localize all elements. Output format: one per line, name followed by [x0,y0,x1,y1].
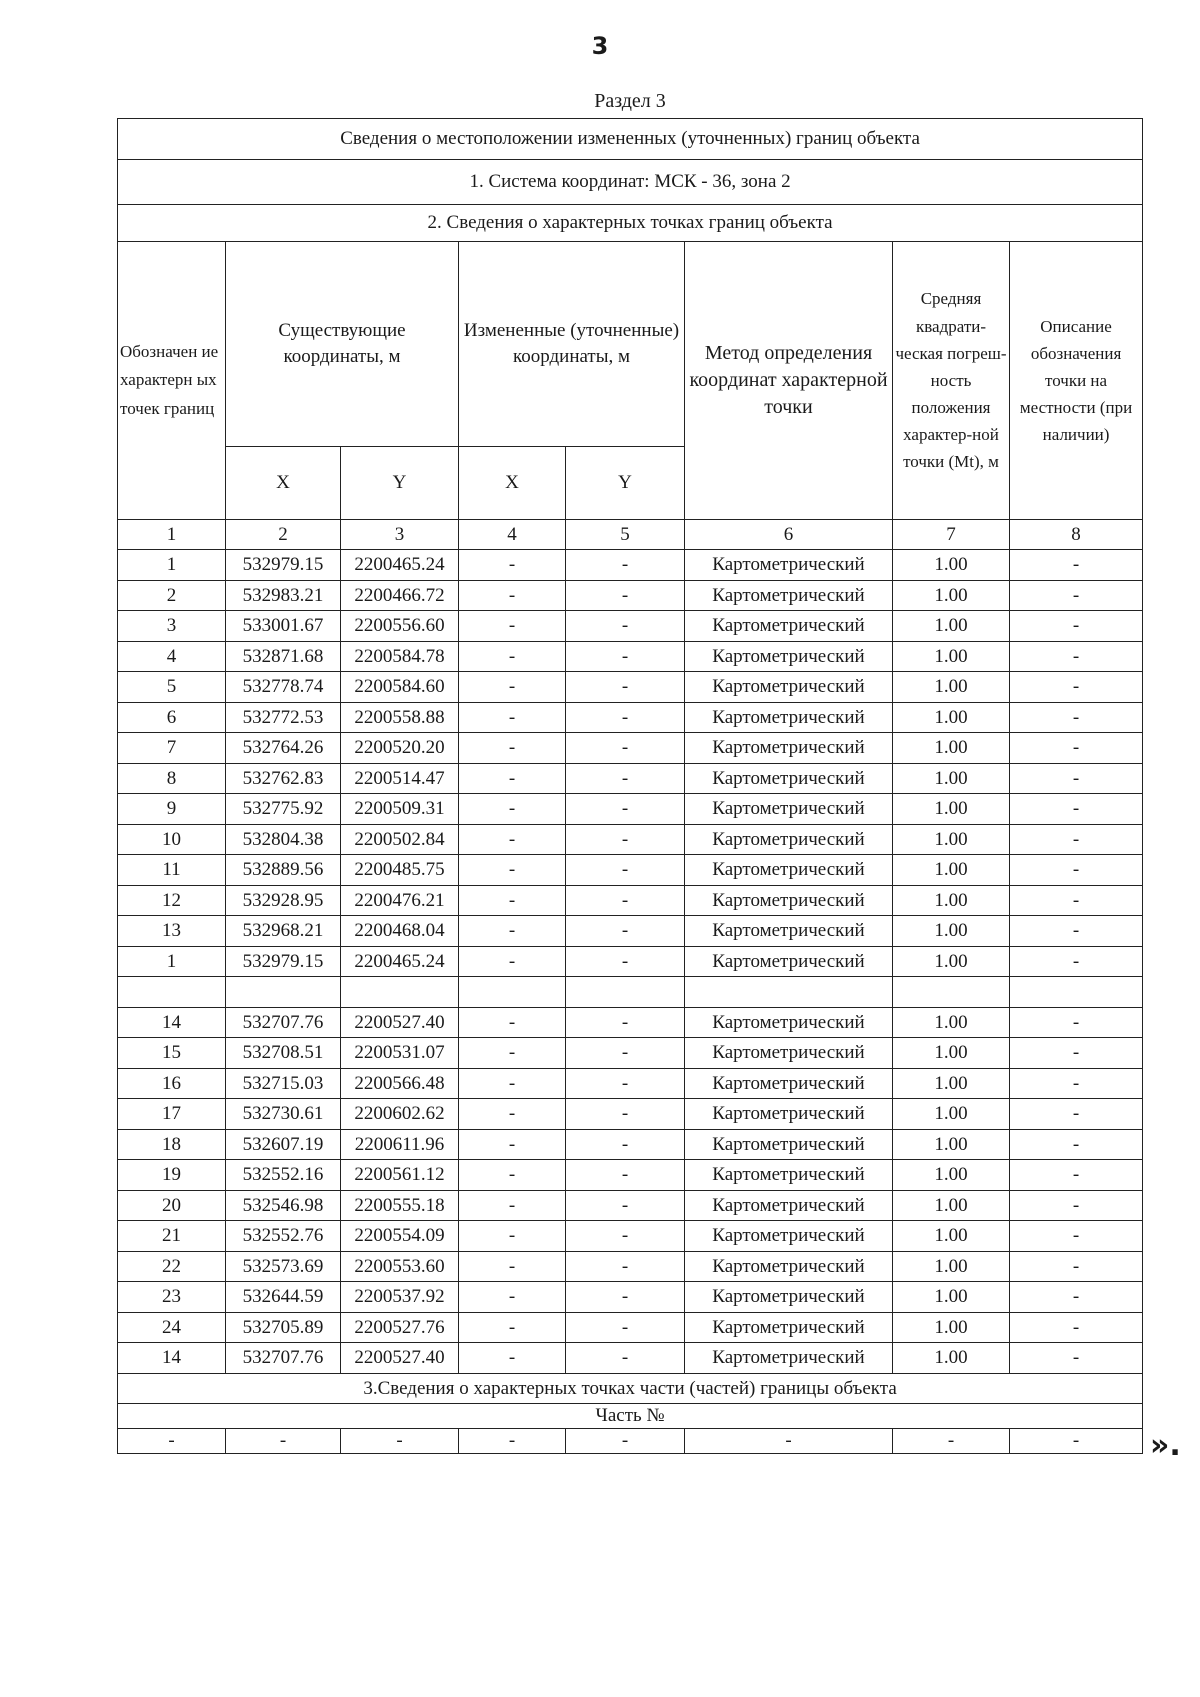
points-heading: 2. Сведения о характерных точках границ объекта [118,205,1143,242]
table-cell: - [1010,1160,1143,1191]
empty-cell [685,977,893,1008]
table-cell: 1.00 [893,885,1010,916]
table-cell: - [1010,733,1143,764]
table-row [118,580,1143,611]
table-cell: 17 [118,1099,226,1130]
table-cell: - [459,1160,566,1191]
table-cell: - [459,1429,566,1454]
table-cell: 1.00 [893,1312,1010,1343]
header-existing-x: X [226,447,341,520]
table-cell: - [459,702,566,733]
table-row [118,946,1143,977]
table-cell: - [459,733,566,764]
table-cell: 1.00 [893,672,1010,703]
table-row [118,885,1143,916]
table-cell: - [459,1343,566,1374]
table-row [118,1068,1143,1099]
table-row [118,794,1143,825]
table-cell: Картометрический [685,916,893,947]
table-cell: - [566,794,685,825]
table-cell: Картометрический [685,1068,893,1099]
table-cell: 2200561.12 [341,1160,459,1191]
table-cell: - [1010,1129,1143,1160]
table-cell: 9 [118,794,226,825]
table-cell: 16 [118,1068,226,1099]
table-cell: - [566,1221,685,1252]
table-cell: 1.00 [893,855,1010,886]
table-cell: 2200476.21 [341,885,459,916]
table-cell: - [1010,1251,1143,1282]
table-cell: - [459,824,566,855]
table-cell: - [566,580,685,611]
table-cell: 5 [118,672,226,703]
header-changed-x: X [459,447,566,520]
table-cell: - [1010,916,1143,947]
table-cell: - [1010,1282,1143,1313]
table-cell: - [566,550,685,581]
table-cell: - [566,1343,685,1374]
table-cell: 532979.15 [226,550,341,581]
table-cell: 532730.61 [226,1099,341,1130]
table-cell: 2200584.78 [341,641,459,672]
table-cell: Картометрический [685,1190,893,1221]
table-cell: - [1010,702,1143,733]
table-cell: 532705.89 [226,1312,341,1343]
table-cell: - [1010,946,1143,977]
header-designation: Обозначен ие характерн ых точек границ [118,242,226,520]
table-cell: 2200514.47 [341,763,459,794]
column-number: 4 [459,520,566,550]
table-cell: 1.00 [893,1038,1010,1069]
table-cell: - [566,611,685,642]
table-row [118,1251,1143,1282]
table-cell: - [566,916,685,947]
coordinate-system: 1. Система координат: МСК - 36, зона 2 [118,160,1143,205]
table-row [118,1129,1143,1160]
table-cell: 1.00 [893,824,1010,855]
table-cell: - [226,1429,341,1454]
empty-cell [341,977,459,1008]
table-cell: 532762.83 [226,763,341,794]
table-row [118,672,1143,703]
part-heading: 3.Сведения о характерных точках части (частей) границы объекта [118,1373,1143,1404]
table-cell: 20 [118,1190,226,1221]
table-cell: Картометрический [685,946,893,977]
table-cell: 532871.68 [226,641,341,672]
table-cell: 24 [118,1312,226,1343]
table-cell: - [459,611,566,642]
table-cell: - [893,1429,1010,1454]
table-cell: 1.00 [893,1251,1010,1282]
table-cell: 2200527.40 [341,1007,459,1038]
table-cell: - [1010,1343,1143,1374]
table-cell: 13 [118,916,226,947]
table-cell: - [1010,824,1143,855]
table-cell: Картометрический [685,763,893,794]
table-cell: Картометрический [685,733,893,764]
table-cell: 2200527.76 [341,1312,459,1343]
table-cell: Картометрический [685,1038,893,1069]
table-cell: 15 [118,1038,226,1069]
table-cell: - [459,1068,566,1099]
table-cell: 2200465.24 [341,550,459,581]
coordinates-table [117,118,1143,1454]
section-label: Раздел 3 [594,90,666,112]
header-existing-y: Y [341,447,459,520]
table-cell: 1.00 [893,763,1010,794]
table-cell: 1.00 [893,1282,1010,1313]
table-cell: - [459,946,566,977]
table-cell: - [459,641,566,672]
table-cell: - [566,885,685,916]
table-cell: - [459,763,566,794]
table-cell: 2200554.09 [341,1221,459,1252]
table-cell: - [566,763,685,794]
table-cell: 1.00 [893,641,1010,672]
table-cell: 532968.21 [226,916,341,947]
table-cell: Картометрический [685,885,893,916]
table-cell: - [566,702,685,733]
table-cell: - [459,550,566,581]
table-cell: - [1010,1190,1143,1221]
table-row [118,1160,1143,1191]
table-cell: 1.00 [893,1160,1010,1191]
table-cell: 2200465.24 [341,946,459,977]
header-method: Метод определения координат характерной точки [685,242,893,520]
table-row [118,1099,1143,1130]
table-cell: 2200466.72 [341,580,459,611]
table-row [118,824,1143,855]
table-row [118,763,1143,794]
empty-cell [893,977,1010,1008]
table-cell: 8 [118,763,226,794]
column-number: 1 [118,520,226,550]
table-cell: 22 [118,1251,226,1282]
table-cell: 1.00 [893,611,1010,642]
table-cell: Картометрический [685,611,893,642]
table-cell: 19 [118,1160,226,1191]
table-cell: Картометрический [685,824,893,855]
table-cell: 532979.15 [226,946,341,977]
table-cell: Картометрический [685,1312,893,1343]
table-cell: 21 [118,1221,226,1252]
header-error: Средняя квадрати-ческая погреш-ность положения характер-ной точки (Mt), м [893,242,1010,520]
table-cell: 1.00 [893,550,1010,581]
table-cell: 2200468.04 [341,916,459,947]
table-row [118,855,1143,886]
table-cell: 532552.76 [226,1221,341,1252]
table-cell: Картометрический [685,1282,893,1313]
table-cell: - [566,1099,685,1130]
table-row [118,1282,1143,1313]
table-cell: - [566,1190,685,1221]
table-cell: 2200566.48 [341,1068,459,1099]
table-row [118,733,1143,764]
table-cell: - [566,1038,685,1069]
table-cell: 2200555.18 [341,1190,459,1221]
table-cell: 1.00 [893,916,1010,947]
table-cell: 12 [118,885,226,916]
table-cell: - [341,1429,459,1454]
table-cell: 2200553.60 [341,1251,459,1282]
header-existing-coordinates: Существующие координаты, м [226,242,459,447]
closing-mark: ». [1150,1428,1181,1463]
table-cell: 532772.53 [226,702,341,733]
part-number-label: Часть № [118,1404,1143,1429]
table-cell: - [459,885,566,916]
empty-cell [566,977,685,1008]
column-number: 6 [685,520,893,550]
table-cell: - [566,1160,685,1191]
table-cell: - [566,824,685,855]
table-cell: Картометрический [685,672,893,703]
table-cell: 1.00 [893,1190,1010,1221]
table-cell: - [1010,855,1143,886]
table-cell: - [566,1312,685,1343]
table-cell: 23 [118,1282,226,1313]
table-cell: - [1010,641,1143,672]
table-cell: - [459,580,566,611]
table-title: Сведения о местоположении измененных (уточненных) границ объекта [118,119,1143,160]
table-cell: - [1010,611,1143,642]
table-cell: 2200558.88 [341,702,459,733]
table-cell: 532804.38 [226,824,341,855]
table-cell: Картометрический [685,1251,893,1282]
empty-cell [1010,977,1143,1008]
table-cell: 532546.98 [226,1190,341,1221]
table-cell: - [1010,885,1143,916]
table-cell: 533001.67 [226,611,341,642]
table-row [118,1007,1143,1038]
table-cell: Картометрический [685,1160,893,1191]
table-cell: Картометрический [685,1099,893,1130]
table-cell: 2200502.84 [341,824,459,855]
table-cell: 532778.74 [226,672,341,703]
table-cell: - [459,916,566,947]
table-cell: 7 [118,733,226,764]
table-cell: - [566,1282,685,1313]
table-cell: 532708.51 [226,1038,341,1069]
table-cell: 532764.26 [226,733,341,764]
table-cell: Картометрический [685,702,893,733]
table-cell: 2200527.40 [341,1343,459,1374]
table-cell: 532573.69 [226,1251,341,1282]
table-cell: - [566,946,685,977]
table-cell: 1 [118,550,226,581]
table-cell: 532715.03 [226,1068,341,1099]
table-cell: 532707.76 [226,1343,341,1374]
table-cell: - [1010,580,1143,611]
column-number: 5 [566,520,685,550]
column-number: 2 [226,520,341,550]
table-row [118,611,1143,642]
table-cell: - [459,855,566,886]
table-cell: - [1010,550,1143,581]
empty-cell [118,977,226,1008]
table-row [118,702,1143,733]
table-cell: 532707.76 [226,1007,341,1038]
table-cell: - [685,1429,893,1454]
table-cell: - [118,1429,226,1454]
table-cell: - [1010,672,1143,703]
table-cell: 532552.16 [226,1160,341,1191]
table-cell: 1.00 [893,794,1010,825]
table-cell: 1.00 [893,1099,1010,1130]
table-cell: 2200602.62 [341,1099,459,1130]
table-cell: 532644.59 [226,1282,341,1313]
table-cell: Картометрический [685,550,893,581]
table-row [118,916,1143,947]
empty-cell [226,977,341,1008]
column-number: 3 [341,520,459,550]
table-cell: - [1010,794,1143,825]
table-cell: - [566,1429,685,1454]
table-cell: 2200537.92 [341,1282,459,1313]
table-cell: 2 [118,580,226,611]
table-cell: - [1010,1068,1143,1099]
table-cell: - [459,1221,566,1252]
table-cell: - [1010,1038,1143,1069]
table-cell: 1.00 [893,1343,1010,1374]
table-cell: - [459,1007,566,1038]
table-cell: Картометрический [685,1221,893,1252]
table-cell: 3 [118,611,226,642]
table-cell: 532928.95 [226,885,341,916]
table-cell: - [1010,1221,1143,1252]
table-cell: - [459,1312,566,1343]
table-cell: - [566,733,685,764]
table-cell: - [566,1007,685,1038]
table-cell: 1 [118,946,226,977]
table-cell: Картометрический [685,855,893,886]
table-cell: 2200531.07 [341,1038,459,1069]
table-cell: 532607.19 [226,1129,341,1160]
table-cell: 4 [118,641,226,672]
table-cell: Картометрический [685,794,893,825]
column-number: 8 [1010,520,1143,550]
table-cell: 2200485.75 [341,855,459,886]
column-number-row [118,520,1143,550]
table-cell: 11 [118,855,226,886]
table-cell: 532775.92 [226,794,341,825]
part-row [118,1429,1143,1454]
table-cell: 1.00 [893,580,1010,611]
table-cell: - [1010,763,1143,794]
table-row [118,1312,1143,1343]
table-cell: - [1010,1429,1143,1454]
table-cell: 1.00 [893,1129,1010,1160]
table-cell: - [459,672,566,703]
header-changed-y: Y [566,447,685,520]
table-cell: - [459,794,566,825]
table-cell: - [459,1038,566,1069]
table-cell: 2200584.60 [341,672,459,703]
table-cell: Картометрический [685,1343,893,1374]
table-cell: 1.00 [893,702,1010,733]
table-row [118,1038,1143,1069]
header-changed-coordinates: Измененные (уточненные) координаты, м [459,242,685,447]
column-number: 7 [893,520,1010,550]
table-row [118,641,1143,672]
table-cell: - [459,1282,566,1313]
table-cell: 2200611.96 [341,1129,459,1160]
table-cell: 14 [118,1343,226,1374]
table-cell: 18 [118,1129,226,1160]
table-row [118,1343,1143,1374]
table-cell: Картометрический [685,1007,893,1038]
table-cell: 532889.56 [226,855,341,886]
table-cell: - [566,672,685,703]
table-row [118,550,1143,581]
table-cell: 532983.21 [226,580,341,611]
table-cell: - [1010,1007,1143,1038]
table-cell: 1.00 [893,733,1010,764]
separator-row [118,977,1143,1008]
table-cell: - [459,1190,566,1221]
table-cell: - [459,1099,566,1130]
table-cell: 1.00 [893,1068,1010,1099]
empty-cell [459,977,566,1008]
table-cell: - [566,855,685,886]
table-cell: 1.00 [893,1221,1010,1252]
table-cell: - [566,1129,685,1160]
table-row [118,1190,1143,1221]
table-row [118,1221,1143,1252]
table-cell: 6 [118,702,226,733]
table-cell: - [459,1251,566,1282]
table-cell: 2200509.31 [341,794,459,825]
table-cell: Картометрический [685,641,893,672]
table-cell: - [566,1068,685,1099]
table-cell: Картометрический [685,1129,893,1160]
table-cell: - [459,1129,566,1160]
page-number: 3 [591,32,609,60]
table-cell: - [1010,1099,1143,1130]
table-cell: 14 [118,1007,226,1038]
table-cell: 2200556.60 [341,611,459,642]
table-cell: 2200520.20 [341,733,459,764]
table-cell: - [566,641,685,672]
table-cell: 1.00 [893,1007,1010,1038]
table-cell: Картометрический [685,580,893,611]
table-cell: - [1010,1312,1143,1343]
table-cell: 1.00 [893,946,1010,977]
table-cell: 10 [118,824,226,855]
table-cell: - [566,1251,685,1282]
header-description: Описание обозначения точки на местности (при наличии) [1010,242,1143,520]
